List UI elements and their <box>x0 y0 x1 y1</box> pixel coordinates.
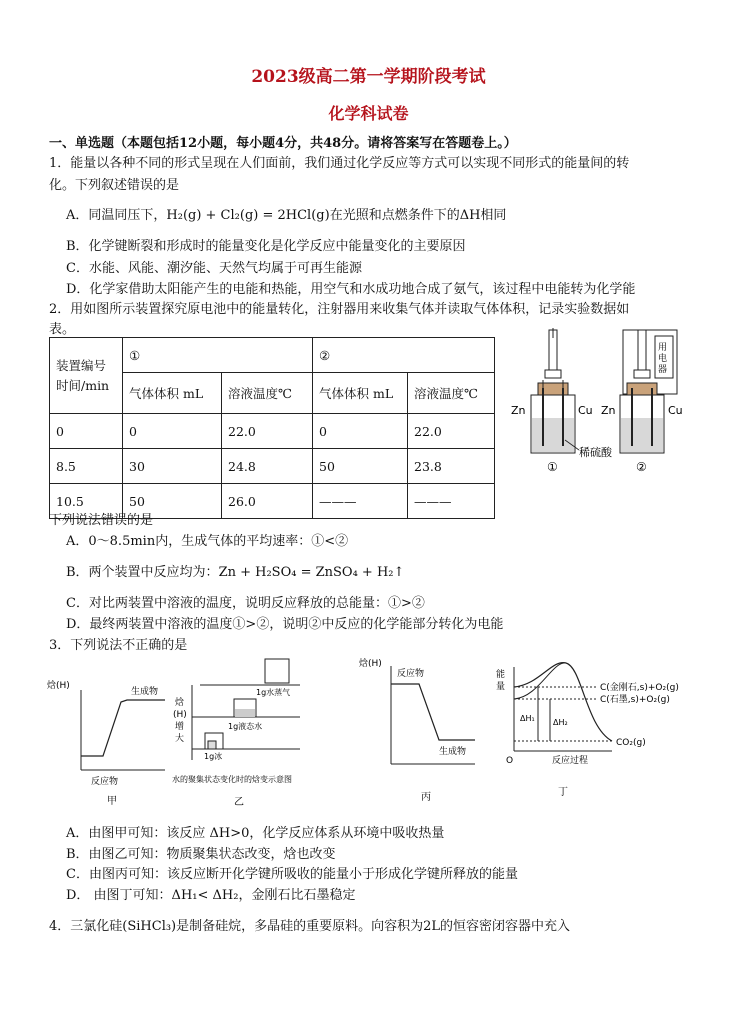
device1-header: ① <box>123 338 313 373</box>
bing-yaxis: 焓(H) <box>359 659 382 669</box>
yi-vapor: 1g水蒸气 <box>256 688 291 697</box>
device2-header: ② <box>313 338 495 373</box>
ding-origin: O <box>506 756 514 766</box>
q2-stem-line1: 2．用如图所示装置探究原电池中的能量转化，注射器用来收集气体并读取气体体积，记录实验数据如 <box>49 302 630 317</box>
device-1 <box>531 328 575 453</box>
q2-b-equation: Zn + H₂SO₄ = ZnSO₄ + H₂↑ <box>218 565 405 580</box>
q3-option-d: D． 由图丁可知：ΔH₁< ΔH₂，金刚石比石墨稳定 <box>66 888 356 903</box>
q1-a-prefix: A．同温同压下， <box>66 208 167 223</box>
q1-stem-line2: 化。下列叙述错误的是 <box>49 178 180 193</box>
q2-option-a: A．0～8.5min内，生成气体的平均速率：①<② <box>66 534 349 549</box>
figure-ding <box>494 655 704 810</box>
ding-dh2: ΔH₂ <box>553 718 568 727</box>
device-2-label: ② <box>636 460 647 474</box>
yi-yaxis-2: (H) <box>173 710 187 720</box>
q3-option-b: B．由图乙可知：物质聚集状态改变，焓也改变 <box>66 847 336 862</box>
table-cell: 23.8 <box>408 449 495 484</box>
appliance-label-2: 电 <box>658 354 668 364</box>
acid-label: 稀硫酸 <box>579 446 612 459</box>
q4-stem: 4．三氯化硅(SiHCl₃)是制备硅烷，多晶硅的重要原料。向容积为2L的恒容密闭容器中充入 <box>49 919 571 934</box>
q1-option-a <box>66 204 506 223</box>
figure-jia <box>45 660 175 810</box>
col-temp-2: 溶液温度℃ <box>408 373 495 414</box>
col-gas-volume-1: 气体体积 mL <box>123 373 222 414</box>
ding-yaxis-2: 量 <box>496 682 506 692</box>
col-gas-volume-2: 气体体积 mL <box>313 373 408 414</box>
q2-stem-line2: 表。 <box>49 322 76 337</box>
ding-xaxis: 反应过程 <box>552 756 589 766</box>
q1-option-b: B．化学键断裂和形成时的能量变化是化学反应中能量变化的主要原因 <box>66 239 466 254</box>
q1-a-equation: H₂(g) + Cl₂(g) = 2HCl(g) <box>166 208 330 223</box>
exam-subtitle: 化学科试卷 <box>328 104 409 123</box>
figure-yi <box>170 655 330 810</box>
ding-co2: CO₂(g) <box>616 738 646 748</box>
q2-option-c: C．对比两装置中溶液的温度，说明反应释放的总能量：①>② <box>66 596 425 611</box>
table-cell: 22.0 <box>222 414 313 449</box>
table-row <box>50 449 495 484</box>
q2-ask: 下列说法错误的是 <box>49 513 154 528</box>
ding-yaxis-1: 能 <box>496 670 506 680</box>
bing-reactant: 反应物 <box>397 669 425 679</box>
jia-label: 甲 <box>107 796 117 807</box>
table-cell: 26.0 <box>222 484 313 519</box>
ding-dh1: ΔH₁ <box>520 714 535 723</box>
appliance-label-1: 用 <box>658 343 668 353</box>
table-cell: 50 <box>123 484 222 519</box>
table-cell: 8.5 <box>50 449 123 484</box>
q3-option-a: A．由图甲可知：该反应 ΔH>0，化学反应体系从环境中吸收热量 <box>66 826 445 841</box>
q1-option-c: C．水能、风能、潮汐能、天然气均属于可再生能源 <box>66 261 362 276</box>
ding-label: 丁 <box>558 787 568 798</box>
table-cell: ——— <box>313 484 408 519</box>
yi-caption: 水的聚集状态变化时的焓变示意图 <box>172 775 292 784</box>
figure-bing <box>355 652 485 807</box>
ding-graphite: C(石墨,s)+O₂(g) <box>600 695 670 705</box>
jia-reactant: 反应物 <box>91 777 119 787</box>
table-cell: ——— <box>408 484 495 519</box>
yi-label: 乙 <box>234 797 244 808</box>
device-2 <box>620 330 677 453</box>
ding-diamond: C(金刚石,s)+O₂(g) <box>600 683 679 693</box>
experiment-table <box>49 337 495 519</box>
cu-label-2: Cu <box>668 404 683 417</box>
zn-label-1: Zn <box>511 404 526 417</box>
corner-device-label: 装置编号 <box>56 357 107 373</box>
zn-label-2: Zn <box>601 404 616 417</box>
jia-yaxis: 焓(H) <box>47 681 70 691</box>
table-cell: 24.8 <box>222 449 313 484</box>
appliance-label-3: 器 <box>658 365 668 375</box>
yi-yaxis-3: 增 <box>175 722 185 732</box>
q3-stem: 3．下列说法不正确的是 <box>49 638 188 653</box>
table-cell: 0 <box>50 414 123 449</box>
exam-title: 2023级高二第一学期阶段考试 <box>251 67 486 87</box>
table-corner-cell <box>50 338 123 414</box>
bing-label: 丙 <box>421 792 431 803</box>
col-temp-1: 溶液温度℃ <box>222 373 313 414</box>
q2-option-d: D．最终两装置中溶液的温度①>②，说明②中反应的化学能部分转化为电能 <box>66 617 504 632</box>
corner-time-label: 时间/min <box>56 377 110 393</box>
galvanic-cell-figure <box>505 328 700 488</box>
table-cell: 50 <box>313 449 408 484</box>
yi-yaxis-1: 焓 <box>175 698 185 708</box>
cu-label-1: Cu <box>578 404 593 417</box>
jia-product: 生成物 <box>131 687 159 697</box>
table-row <box>50 414 495 449</box>
q3-option-c: C．由图丙可知：该反应断开化学键所吸收的能量小于形成化学键所释放的能量 <box>66 867 518 882</box>
q1-a-suffix: 在光照和点燃条件下的ΔH相同 <box>329 208 507 223</box>
q2-b-prefix: B．两个装置中反应均为： <box>66 565 219 580</box>
yi-ice: 1g冰 <box>204 752 223 761</box>
q1-stem-line1: 1．能量以各种不同的形式呈现在人们面前，我们通过化学反应等方式可以实现不同形式的能量间的转 <box>49 156 630 171</box>
yi-yaxis-4: 大 <box>175 734 185 744</box>
table-cell: 30 <box>123 449 222 484</box>
q1-option-d: D．化学家借助太阳能产生的电能和热能，用空气和水成功地合成了氨气，该过程中电能转为化学能 <box>66 282 636 297</box>
section-heading: 一、单选题（本题包括12小题，每小题4分，共48分。请将答案写在答题卷上。） <box>49 136 517 151</box>
device-1-label: ① <box>547 460 558 474</box>
table-cell: 10.5 <box>50 484 123 519</box>
table-cell: 0 <box>123 414 222 449</box>
q2-option-b <box>66 561 404 580</box>
bing-product: 生成物 <box>439 747 467 757</box>
table-cell: 0 <box>313 414 408 449</box>
yi-liquid: 1g液态水 <box>228 722 263 731</box>
table-cell: 22.0 <box>408 414 495 449</box>
